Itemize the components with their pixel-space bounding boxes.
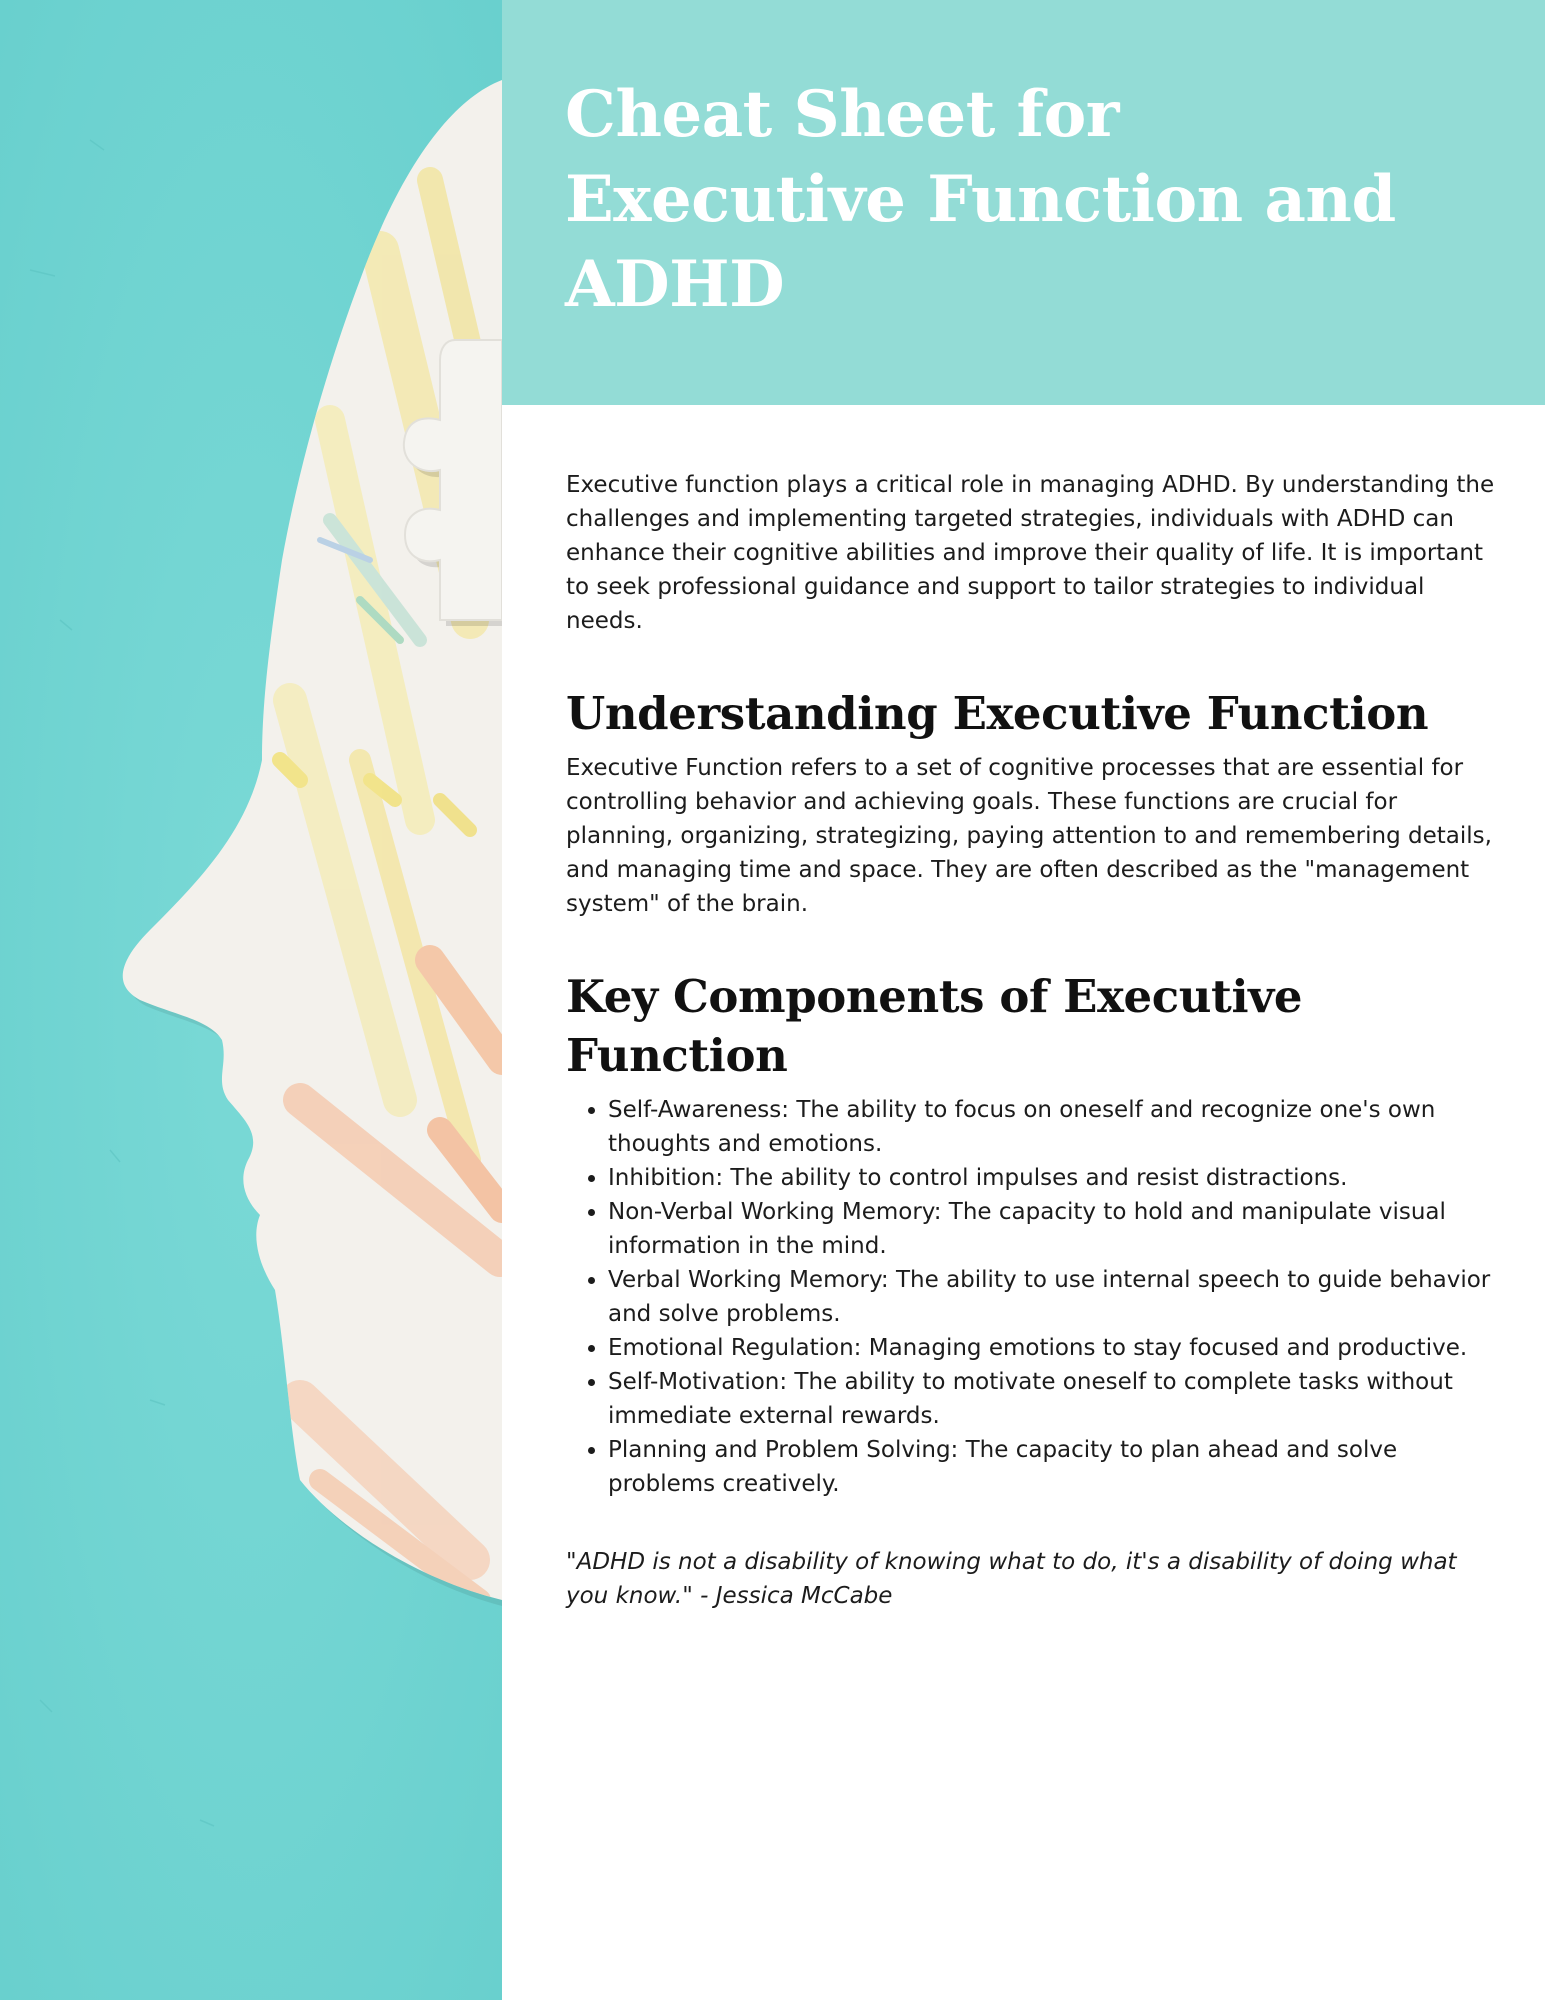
components-list bbox=[566, 1093, 1496, 1501]
list-item: • Planning and Problem Solving: The capacity to plan ahead and solve problems creatively. bbox=[608, 1433, 1496, 1501]
list-item: • Inhibition: The ability to control impulses and resist distractions. bbox=[608, 1161, 1496, 1195]
list-item: • Non-Verbal Working Memory: The capacity to hold and manipulate visual information in the mind. bbox=[608, 1195, 1496, 1263]
head-silhouette-image bbox=[0, 0, 502, 2000]
head-illustration bbox=[0, 0, 502, 2000]
list-item: • Self-Motivation: The ability to motivate oneself to complete tasks without immediate external rewards. bbox=[608, 1365, 1496, 1433]
intro-paragraph: Executive function plays a critical role in managing ADHD. By understanding the challenges and implementing targeted strategies, individuals with ADHD can enhance their cognitive abilities and improve their quality of life. It is important to seek professional guidance and support to tailor strategies to individual needs. bbox=[566, 472, 1495, 634]
list-item: • Self-Awareness: The ability to focus on oneself and recognize one's own thoughts and emotions. bbox=[608, 1093, 1496, 1161]
list-item: • Emotional Regulation: Managing emotions to stay focused and productive. bbox=[608, 1331, 1496, 1365]
list-item: • Verbal Working Memory: The ability to use internal speech to guide behavior and solve problems. bbox=[608, 1263, 1496, 1331]
main-content bbox=[566, 468, 1496, 1613]
page-title: Cheat Sheet for Executive Function and ADHD bbox=[565, 77, 1396, 322]
section-heading-understanding: Understanding Executive Function bbox=[566, 687, 1429, 740]
closing-quote: "ADHD is not a disability of knowing what to do, it's a disability of doing what you know." - Jessica McCabe bbox=[566, 1549, 1457, 1609]
section-body-understanding: Executive Function refers to a set of cognitive processes that are essential for controlling behavior and achieving goals. These functions are crucial for planning, organizing, strategizing, paying attention to and remembering details, and managing time and space. They are often described as the "management system" of the brain. bbox=[566, 755, 1492, 917]
section-heading-key-components: Key Components of Executive Function bbox=[566, 970, 1303, 1082]
